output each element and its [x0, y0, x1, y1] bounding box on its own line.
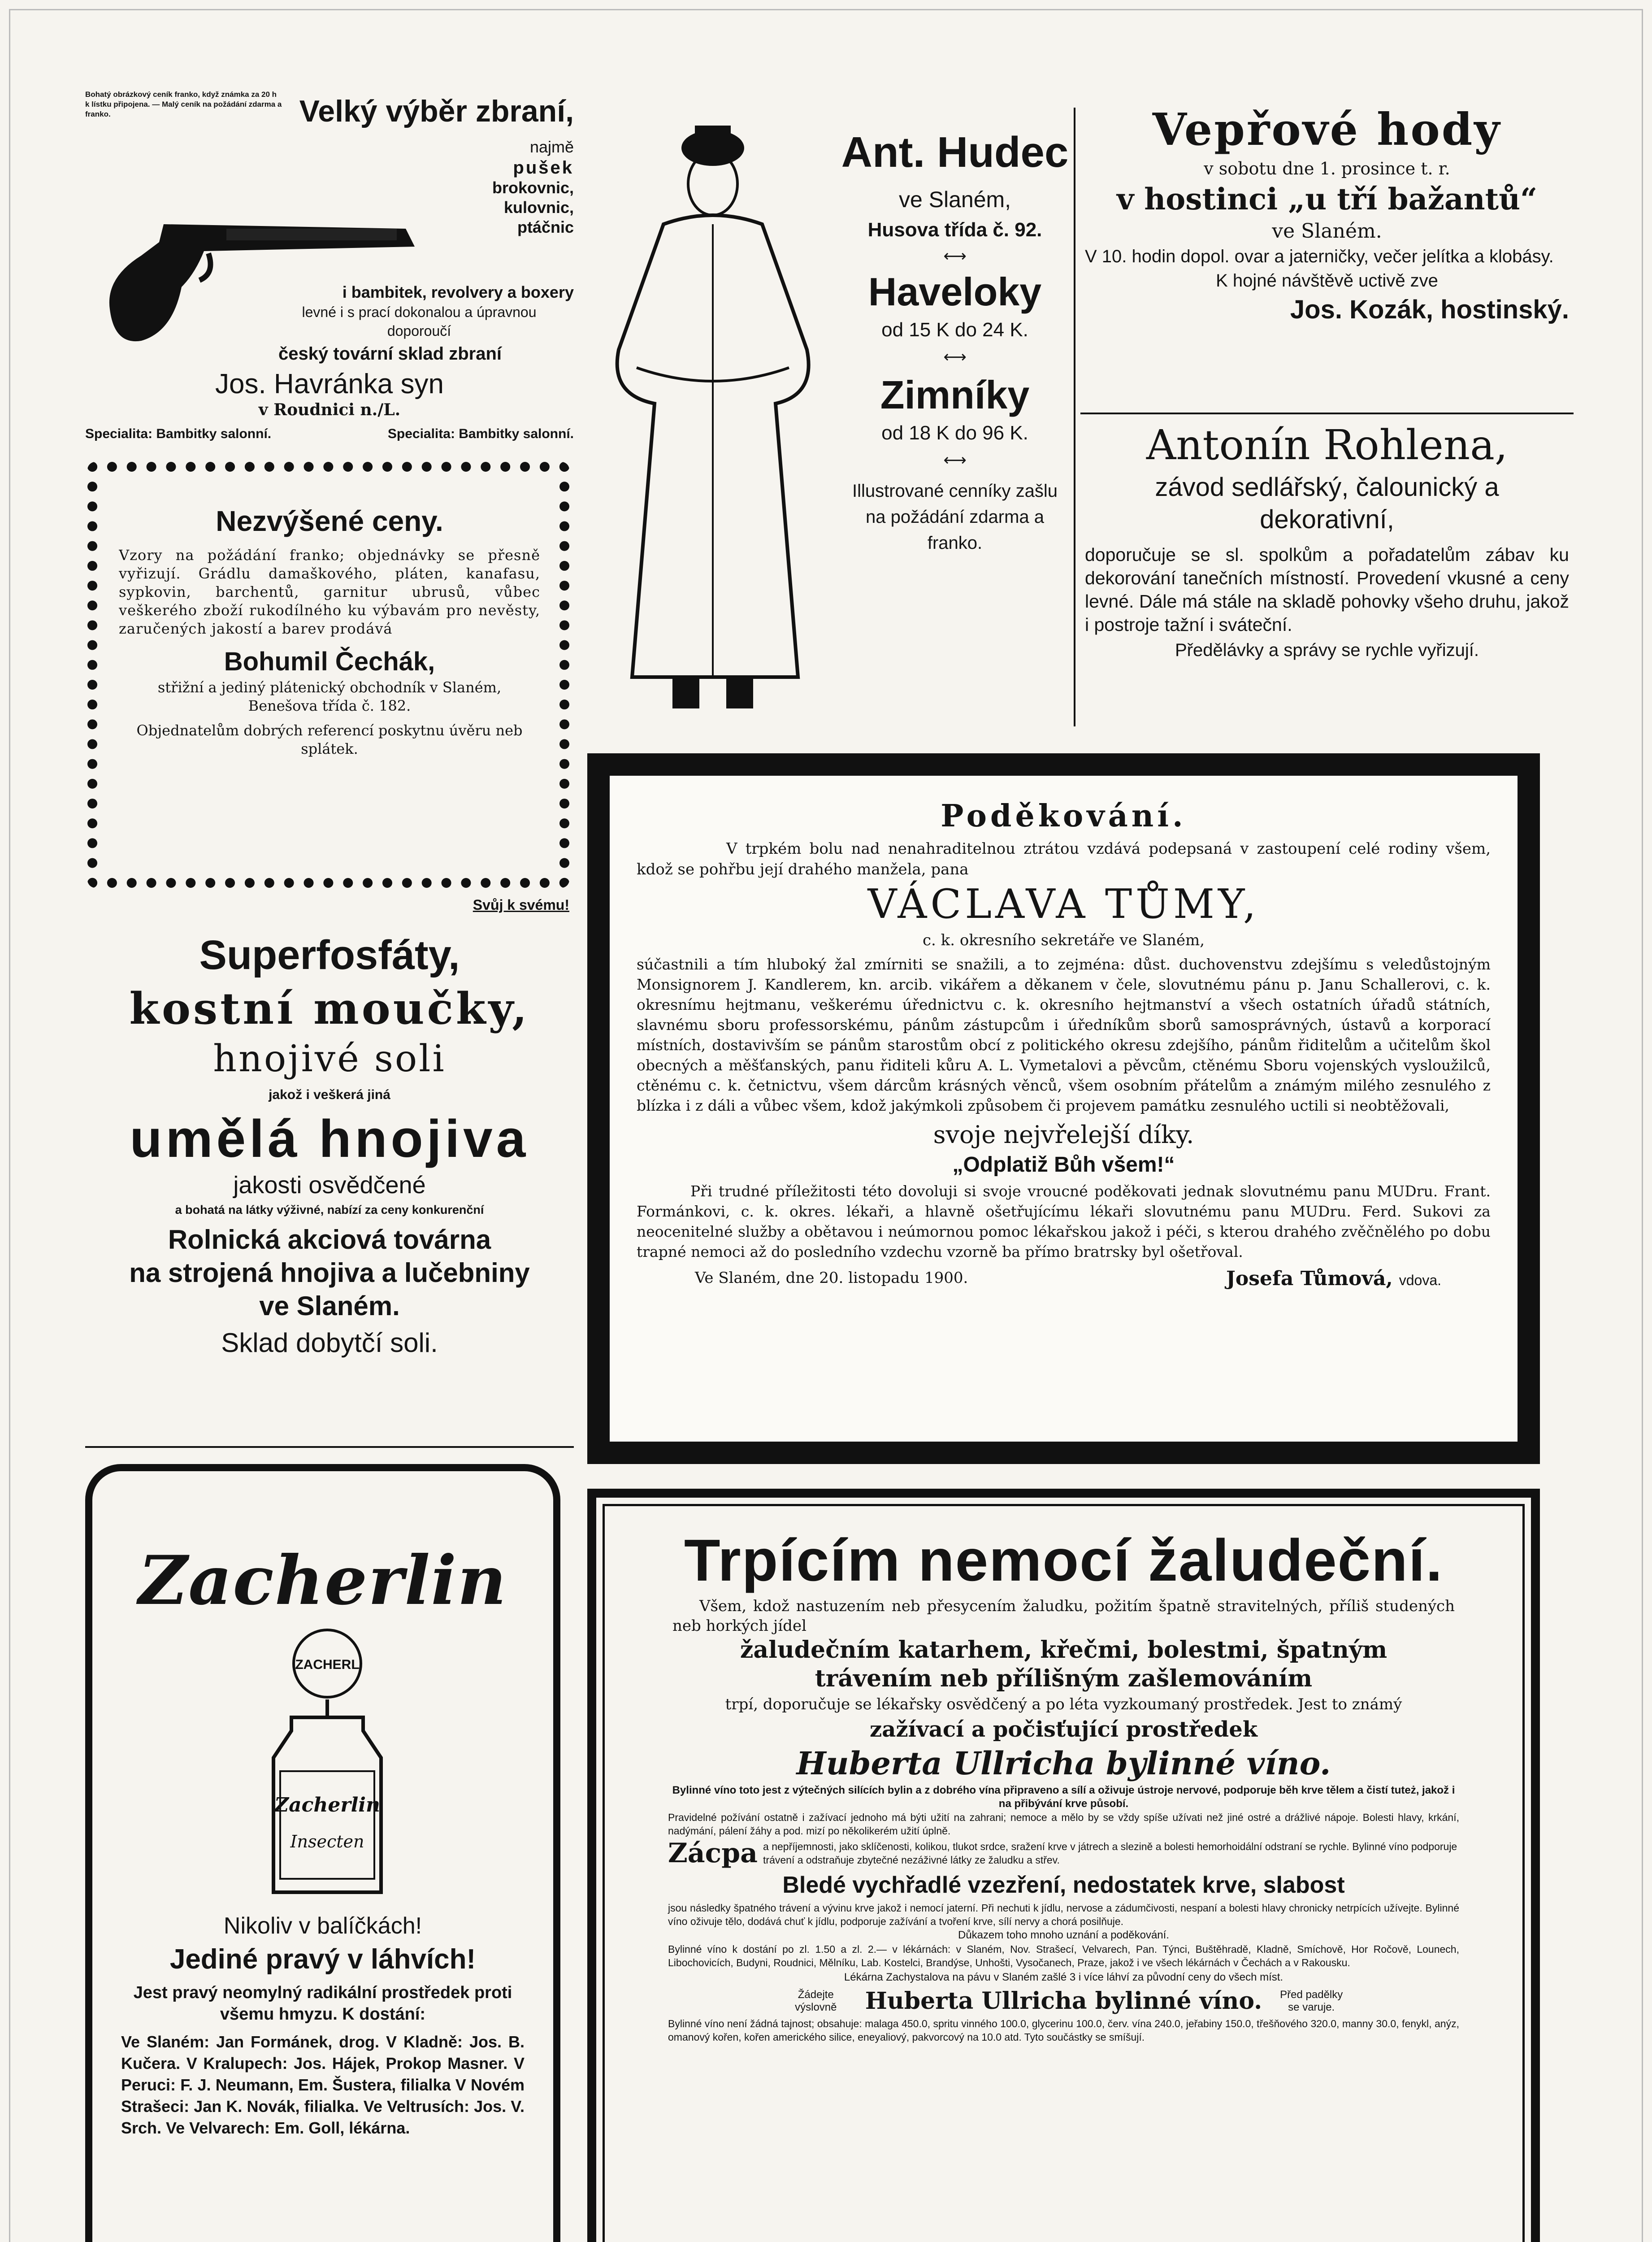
thanks-date: Ve Slaném, dne 20. listopadu 1900.	[695, 1269, 968, 1287]
cechak-name: Bohumil Čechák,	[224, 647, 435, 676]
bottle-label-1: Zacherlin	[274, 1794, 381, 1816]
ullrich-zacpa-word: Zácpa	[668, 1838, 758, 1869]
zacherlin-brand: Zacherlin	[138, 1541, 507, 1620]
pork-date: v sobotu dne 1. prosince t. r.	[1204, 159, 1450, 178]
hudec-ad	[838, 117, 1071, 717]
zacherlin-ad	[103, 1480, 542, 2242]
gun-line3: brokovnic,	[492, 178, 574, 197]
ullrich-recommend: trpí, doporučuje se lékařsky osvědčený a po léta vyzkoumaný prostředek. Jest to známý	[725, 1695, 1402, 1713]
fertilizer-l2: kostní moučky,	[129, 983, 530, 1034]
gun-line6: i bambitek, revolvery a boxery	[342, 283, 574, 301]
fertilizer-l11: Sklad dobytčí soli.	[221, 1328, 438, 1358]
hudec-name: Ant. Hudec	[841, 128, 1069, 176]
rohlena-name: Antonín Rohlena,	[1146, 421, 1508, 469]
pork-rule	[1080, 413, 1574, 414]
pork-town: ve Slaném.	[1272, 220, 1382, 243]
svuj-k-svemu: Svůj k svému!	[473, 897, 569, 913]
rohlena-note: Předělávky a správy se rychle vyřizují.	[1175, 640, 1479, 660]
ullrich-pale-text: jsou následky špatného trávení a vývinu krve jakož i nemocí jaterní. Při nechuti k jídlu, nervose a zádumčivosti, nespaní a bolesti hlavy chronicky netrpících užívejte. Bylinné víno oživuje tělo, dodává chuť k jídlu, podporuje zažívání a tvoření krve, sílí nervy a chorá posilňuje.	[668, 1902, 1459, 1927]
thanks-signature-role: vdova.	[1399, 1272, 1441, 1288]
gun-specialty-left: Specialita: Bambitky salonní.	[85, 426, 272, 441]
fertilizer-l4: jakož i veškerá jiná	[269, 1087, 390, 1102]
cechak-ad	[119, 489, 540, 861]
thanks-deceased: VÁCLAVA TŮMY,	[867, 881, 1260, 928]
pork-host: Jos. Kozák, hostinský.	[1290, 295, 1569, 324]
fertilizer-rule	[85, 1446, 574, 1448]
thanks-signature	[1226, 1267, 1441, 1290]
pork-title: Vepřové hody	[1152, 104, 1502, 156]
ullrich-counterfeit: Před padělky se varuje.	[1280, 1989, 1343, 2013]
thanks-body: súčastnili a tím hluboký žal zmírniti se snažili, a to zejména: důst. duchovenstvu zdejšímu s veledůstojným Monsignorem J. Kandlerem, kn. arcib. vikářem a děkanem v čele, slovutnému pánu p. Janu Schallerovi, c. k. okresnímu hejtmanu, veškerému úřednictvu c. k. okresního hejtmanství a všech ostatních úřadů státních, slavnému sboru professorskému, pánům zástupcům i úředníkům sborů samosprávných, ústavů a korporací místních, dostavivším se pánům starostům obcí z politického okresu zdejšího, pánům řiditelům a učitelům škol obecných a měšťanských, panu řiditeli kůru A. L. Vymetalovi a pěvcům, ctěnému Sboru vojenských vysloužilců, ctěnému c. k. četnictvu, všem dárcům krásných věnců, všem osobním přátelům a známým milého zesnulého z blízka i z dáli a vůbec všem, kdož jakýmkoli způsobem či projevem památku zesnulého uctili si neobtěžovali,	[637, 956, 1491, 1114]
thanks-body2: Při trudné příležitosti této dovoluji si svoje vroucné poděkovati jednak slovutnému panu MUDru. Frant. Formánkovi, c. k. okres. lékaři, a hlavně ošetřujícímu lékaři slovutnému panu MUDru. Ferd. Sukovi za neocenitelné služby a obětavou i neúmornou pomoc lékařskou jakož i péči, s kterou drahého zvěčnělého po dobu trapné nemoci až do posledního vzdechu vzorně ba přímo bratrsky byl ošetřoval.	[637, 1182, 1491, 1260]
rohlena-ad	[1080, 419, 1574, 724]
ullrich-ad	[628, 1525, 1500, 2242]
pork-invite: K hojné návštěvě uctivě zve	[1216, 271, 1438, 291]
fertilizer-ad	[85, 928, 574, 1448]
zacherlin-sellers: Ve Slaném: Jan Formánek, drog. V Kladně: Jos. B. Kučera. V Kralupech: Jos. Hájek, Prokop Masner. V Peruci: F. J. Neumann, Em. Šustera, filialka V Novém Strašeci: Jan K. Novák, filialka. Ve Veltrusích: Jos. V. Srch. Ve Velvarech: Em. Goll, lékárna.	[121, 2033, 525, 2137]
ullrich-pale: Bledé vychřadlé vzezření, nedostatek krve, slabost	[782, 1872, 1345, 1898]
ullrich-intro: Všem, kdož nastuzením neb přesycením žaludku, požitím špatně stravitelných, příliš studených neb horkých jídel	[672, 1597, 1455, 1635]
ullrich-thanks: Důkazem toho mnoho uznání a poděkování.	[958, 1929, 1169, 1941]
gun-line4: kulovnic,	[503, 198, 574, 217]
hudec-price1: od 15 K do 24 K.	[881, 319, 1028, 341]
gun-line8: český tovární sklad zbraní	[278, 344, 502, 364]
gun-line5: ptáčnic	[517, 218, 574, 236]
fertilizer-l6: jakosti osvědčené	[233, 1172, 426, 1199]
gun-line2: pušek	[513, 158, 574, 178]
ullrich-zacpa-text: a nepříjemnosti, jako sklíčenosti, kolikou, tlukot srdce, sražení krve v játrech a slezině a bolesti hemorhoidální odstraní se rychle. Bylinné víno podporuje trávení a odstraňuje zbytečné nezáživné látky ze žaludku a střev.	[763, 1841, 1457, 1866]
zacherlin-body: Jest pravý neomylný radikální prostředek proti všemu hmyzu. K dostání:	[133, 1983, 512, 2024]
zacherlin-l1: Nikoliv v balíčkách!	[223, 1913, 422, 1939]
thanks-intro: V trpkém bolu nad nenahraditelnou ztrátou vzdává podepsaná v zastoupení celé rodiny všem, kdož se pohřbu její drahého manžela, pana	[637, 840, 1491, 878]
hudec-town: ve Slaném,	[898, 187, 1011, 212]
rohlena-body: doporučuje se sl. spolkům a pořadatelům zábav ku dekorování tanečních místností. Provedení vkusné a ceny levné. Dále má stále na skladě pohovky všeho druhu, jakož i postroje tažní i sváteční.	[1085, 544, 1569, 635]
thanks-blessing: „Odplatiž Bůh všem!“	[952, 1153, 1175, 1177]
cechak-title: Nezvýšené ceny.	[216, 505, 443, 537]
pork-time: V 10. hodin dopol. ovar a jaterničky, večer jelítka a klobásy.	[1085, 247, 1554, 266]
cechak-note: Objednatelům dobrých referencí poskytnu úvěru neb splátek.	[136, 722, 523, 757]
ullrich-ingredients: Bylinné víno není žádná tajnost; obsahuje: malaga 450.0, spritu vinného 100.0, glycerinu 100.0, červ. vína 240.0, jeřabiny 150.0, třešňového 320.0, manny 30.0, fenykl, anýz, omanový kořen, kořen amerického silice, eneyaliový, pakvorcový na 10.0 atd. Tyto součástky se smíšují.	[668, 2018, 1459, 2043]
gun-specialty-right: Specialita: Bambitky salonní.	[387, 426, 574, 441]
hudec-note: Illustrované cenníky zašlu na požádání zdarma a franko.	[852, 481, 1058, 553]
ullrich-desc2: Pravidelné požívání ostatně i zažívací jednoho má býti užití na zahrani; nemoce a mělo by se vždy spíše užívati než jiné ostré a drážlivé nápoje. Bolesti hlavy, krkání, nadýmání, pálení žáhy a pod. mizí po několikerém užití úplně.	[668, 1812, 1459, 1837]
fertilizer-l8: Rolnická akciová továrna	[168, 1225, 491, 1255]
gun-firm: Jos. Havránka syn	[215, 369, 444, 400]
fertilizer-l7: a bohatá na látky výživné, nabízí za ceny konkurenční	[175, 1203, 484, 1217]
ullrich-title: Trpícím nemocí žaludeční.	[684, 1527, 1444, 1593]
rohlena-trade: závod sedlářský, čalounický a dekorativní,	[1155, 473, 1499, 534]
hudec-divider: ⟷	[943, 247, 967, 265]
catalog-note: Bohatý obrázkový ceník franko, když známka za 20 h k lístku připojena. — Malý ceník na požádání zdarma a franko.	[85, 90, 282, 118]
hudec-price2: od 18 K do 96 K.	[881, 422, 1028, 444]
hudec-item1: Haveloky	[868, 269, 1042, 314]
fertilizer-l5: umělá hnojiva	[130, 1109, 529, 1169]
zacherlin-bottle	[103, 1623, 542, 1901]
gun-headline: Velký výběr zbraní,	[299, 94, 574, 128]
gun-line1: najmě	[529, 138, 574, 156]
thanks-gratitude: svoje nejvřelejší díky.	[933, 1121, 1194, 1149]
fertilizer-l3: hnojivé soli	[213, 1038, 446, 1080]
hudec-divider-2: ⟷	[943, 348, 967, 366]
column-rule	[1074, 108, 1075, 726]
ullrich-product2: Huberta Ullricha bylinné víno.	[865, 1987, 1262, 2015]
ullrich-product: Huberta Ullricha bylinné víno.	[796, 1745, 1331, 1782]
ullrich-pharmacy: Lékárna Zachystalova na pávu v Slaném zašlé 3 i více láhví za původní ceny do všech míst.	[844, 1971, 1283, 1983]
ullrich-desc1: Bylinné víno toto jest z výtečných silících bylin a z dobrého vína připraveno a sílí a oživuje ústroje nervové, podporuje běh krve tělem a čistí tuteż, jakož i na přibývání krve působí.	[672, 1784, 1455, 1810]
fertilizer-l1: Superfosfáty,	[199, 932, 460, 978]
cechak-desc: střižní a jediný plátenický obchodník v Slaném, Benešova třída č. 182.	[157, 679, 502, 714]
pork-ad	[1080, 103, 1574, 417]
gun-line7: levné i s prací dokonalou a úpravnou doporoučí	[302, 304, 537, 339]
ullrich-beware: Žádejte výslovně	[795, 1989, 837, 2013]
thanks-title: Poděkování.	[941, 798, 1187, 834]
ullrich-conditions: žaludečním katarhem, křečmi, bolestmi, špatným trávením neb přílišným zašlemováním	[740, 1636, 1388, 1692]
fertilizer-l9: na strojená hnojiva a lučebniny	[129, 1258, 530, 1288]
fertilizer-l10: ve Slaném.	[259, 1291, 400, 1321]
pistol-illustration	[92, 161, 482, 350]
bottle-label-2: Insecten	[290, 1832, 364, 1851]
coat-figure-illustration	[583, 117, 834, 717]
bottle-top-label: ZACHERL	[295, 1657, 360, 1672]
cechak-body: Vzory na požádání franko; objednávky se přesně vyřizují. Grádlu damaškového, pláten, kanafasu, sypkovin, barchentů, garnitur ubrusů, vůbec veškerého zboží rukodílného ku výbavám pro nevěsty, zaručených jakostí a barev prodává	[119, 547, 540, 637]
ullrich-remedy-type: zažívací a počisťující prostředek	[870, 1717, 1257, 1742]
gun-town: v Roudnici n./L.	[258, 400, 401, 419]
hudec-divider-3: ⟷	[943, 451, 967, 469]
hudec-item2: Zimníky	[880, 373, 1030, 417]
ullrich-price: Bylinné víno k dostání po zl. 1.50 a zl. 2.— v lékárnách: v Slaném, Nov. Strašecí, Velvarech, Pan. Týnci, Buštěhradě, Kladně, Smíchově, Hor Ročově, Lounech, Libochovicích, Budyni, Roudnici, Mělníku, Lab. Kostelci, Brandýse, Unhošti, Vysočanech, Praze, jakož i ve všech lékárnách v Čechách a v Rakousku.	[668, 1943, 1459, 1968]
thanks-signature-name: Josefa Tůmová,	[1226, 1267, 1393, 1290]
hudec-street: Husova třída č. 92.	[867, 219, 1042, 241]
thanks-notice	[623, 789, 1504, 1428]
zacherlin-l2: Jediné pravý v láhvích!	[169, 1944, 476, 1975]
pork-place: v hostinci „u tří bažantů“	[1116, 182, 1538, 217]
thanks-position: c. k. okresního sekretáře ve Slaném,	[922, 931, 1205, 949]
